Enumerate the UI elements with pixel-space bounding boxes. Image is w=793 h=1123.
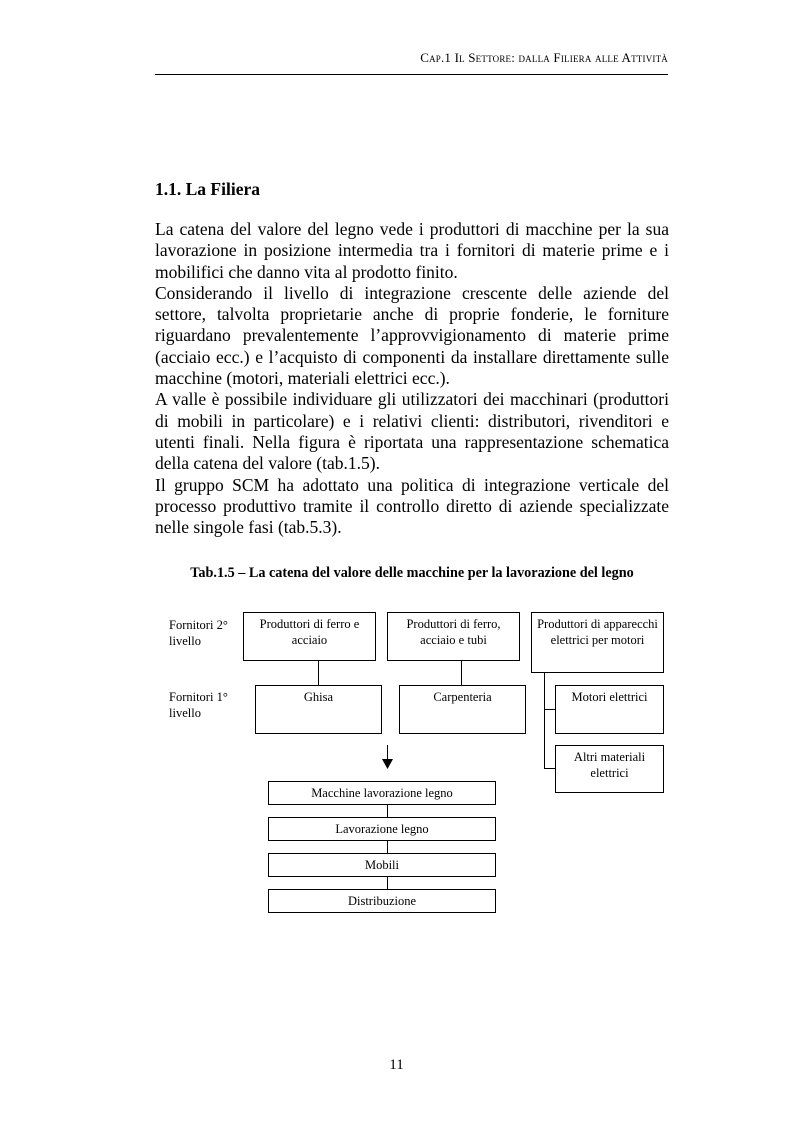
paragraph-4: Il gruppo SCM ha adottato una politica di integrazione verticale del processo produttivo tramite il controllo diretto di aziende specializzate nelle singole fasi (tab.5.3). xyxy=(155,474,669,538)
running-header xyxy=(155,44,668,75)
bracket-line xyxy=(544,709,555,710)
row-label-level1: Fornitori 1° livello xyxy=(169,690,228,720)
paragraph-3: A valle è possibile individuare gli utilizzatori dei macchinari (produttori di mobili in particolare) e i relativi clienti: distributori, rivenditori e utenti finali. Nella figura è riportata una rappresentazione schematica della catena del valore (tab.1.5). xyxy=(155,389,669,474)
row-label-level2: Fornitori 2° livello xyxy=(169,618,228,648)
box-apparecchi-elettrici: Produttori di apparecchi elettrici per motori xyxy=(531,612,664,673)
chain-box-distribuzione: Distribuzione xyxy=(268,889,496,913)
box-motori-elettrici: Motori elettrici xyxy=(555,685,664,734)
chain-box-lavorazione: Lavorazione legno xyxy=(268,817,496,841)
arrowhead-icon xyxy=(382,759,393,770)
page-number: 11 xyxy=(389,1057,404,1073)
bracket-line xyxy=(544,673,545,769)
paragraph-2: Considerando il livello di integrazione crescente delle aziende del settore, talvolta proprietarie anche di proprie fonderie, le forniture riguardano prevalentemente l’approvvigionamento di materie prime (acciaio ecc.) e l’acquisto di componenti da installare direttamente sulle macchine (motori, materiali elettrici ecc.). xyxy=(155,282,669,389)
body-text xyxy=(155,219,669,538)
connector-line xyxy=(318,661,319,685)
chain-box-macchine: Macchine lavorazione legno xyxy=(268,781,496,805)
box-altri-materiali: Altri materiali elettrici xyxy=(555,745,664,793)
connector-line xyxy=(387,877,388,889)
paragraph-1: La catena del valore del legno vede i produttori di macchine per la sua lavorazione in posizione intermedia tra i fornitori di materie prime e i mobilifici che danno vita al prodotto finito. xyxy=(155,219,669,282)
box-carpenteria: Carpenteria xyxy=(399,685,526,734)
box-ferro-acciaio: Produttori di ferro e acciaio xyxy=(243,612,376,661)
running-title: Cap.1 Il Settore: dalla Filiera alle Attività xyxy=(420,50,668,65)
figure-caption: Tab.1.5 – La catena del valore delle macchine per la lavorazione del legno xyxy=(190,565,634,581)
bracket-line xyxy=(544,768,555,769)
chain-box-mobili: Mobili xyxy=(268,853,496,877)
box-ghisa: Ghisa xyxy=(255,685,382,734)
connector-line xyxy=(461,661,462,685)
connector-line xyxy=(387,841,388,853)
section-title: 1.1. La Filiera xyxy=(155,179,260,199)
connector-line xyxy=(387,805,388,817)
box-ferro-acciaio-tubi: Produttori di ferro, acciaio e tubi xyxy=(387,612,520,661)
